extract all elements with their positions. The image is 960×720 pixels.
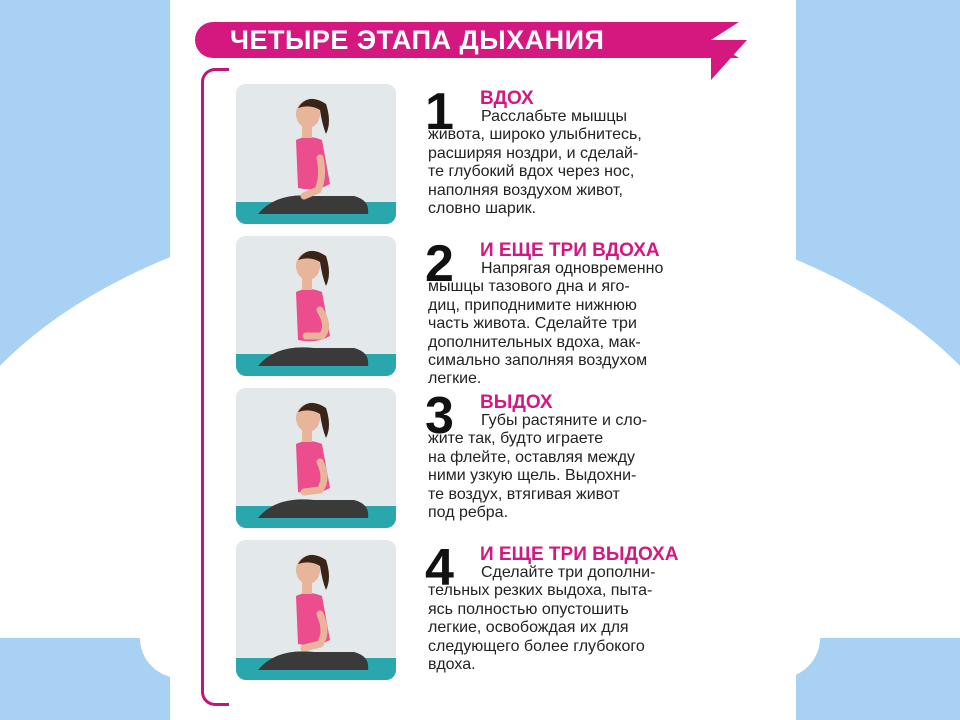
step-text-line: тельных резких выдоха, пыта- [428, 582, 653, 600]
step-text-line: те глубокий вдох через нос, [428, 163, 635, 181]
cloud-band-right [790, 398, 960, 638]
step-text-line: Расслабьте мышцы [481, 108, 628, 125]
step-1 [170, 84, 796, 234]
step-text-line: расширяя ноздри, и сделай- [428, 144, 639, 162]
step-photo [236, 388, 396, 528]
cloud-band-left [0, 398, 170, 638]
step-text-line: следующего более глубокого [428, 637, 645, 655]
woman-kneeling-illustration [236, 388, 396, 528]
corner-shape-left [0, 638, 170, 720]
step-text-line: мышцы тазового дна и яго- [428, 278, 630, 296]
step-text-line: наполняя воздухом живот, [428, 181, 623, 199]
step-text-line: дополнительных вдоха, мак- [428, 333, 641, 351]
step-number: 1 [425, 83, 454, 141]
step-text-line: Губы растяните и сло- [481, 412, 648, 429]
step-number: 2 [425, 235, 454, 293]
step-photo [236, 540, 396, 680]
step-text-line: словно шарик. [428, 200, 537, 218]
step-text-line: легкие. [428, 370, 482, 388]
step-text-line: на флейте, оставляя между [428, 448, 636, 466]
step-photo [236, 84, 396, 224]
step-description [428, 564, 778, 674]
woman-kneeling-illustration [236, 540, 396, 680]
woman-kneeling-illustration [236, 236, 396, 376]
step-3 [170, 388, 796, 538]
step-text-line: легкие, освобождая их для [428, 619, 629, 637]
article-title: ЧЕТЫРЕ ЭТАПА ДЫХАНИЯ [230, 25, 605, 55]
step-number: 3 [425, 387, 454, 445]
corner-shape-right [790, 638, 960, 720]
breathing-article [170, 0, 796, 720]
step-title: И ЕЩЕ ТРИ ВДОХА [480, 240, 660, 261]
step-photo [236, 236, 396, 376]
step-text-line: диц, приподнимите нижнюю [428, 296, 637, 314]
step-title: И ЕЩЕ ТРИ ВЫДОХА [480, 544, 679, 565]
step-text-line: Сделайте три дополни- [481, 564, 656, 581]
step-description [428, 108, 778, 218]
step-4 [170, 540, 796, 690]
step-title: ВДОХ [480, 88, 534, 109]
step-text-line: те воздух, втягивая живот [428, 485, 620, 503]
step-text-line: симально заполняя воздухом [428, 352, 648, 370]
step-description [428, 412, 778, 522]
step-text-line: часть живота. Сделайте три [428, 315, 637, 333]
step-number: 4 [425, 539, 454, 597]
step-2 [170, 236, 796, 386]
step-text-line: под ребра. [428, 504, 509, 522]
step-text-line: ними узкую щель. Выдохни- [428, 467, 637, 485]
step-text-line: живота, широко улыбнитесь, [428, 126, 642, 144]
step-text-line: ясь полностью опустошить [428, 600, 629, 618]
step-title: ВЫДОХ [480, 392, 553, 413]
step-description [428, 260, 778, 389]
woman-kneeling-illustration [236, 84, 396, 224]
step-text-line: жите так, будто играете [428, 430, 604, 448]
step-text-line: Напрягая одновременно [481, 260, 664, 277]
header-banner-tail [711, 40, 747, 80]
step-text-line: вдоха. [428, 656, 476, 674]
